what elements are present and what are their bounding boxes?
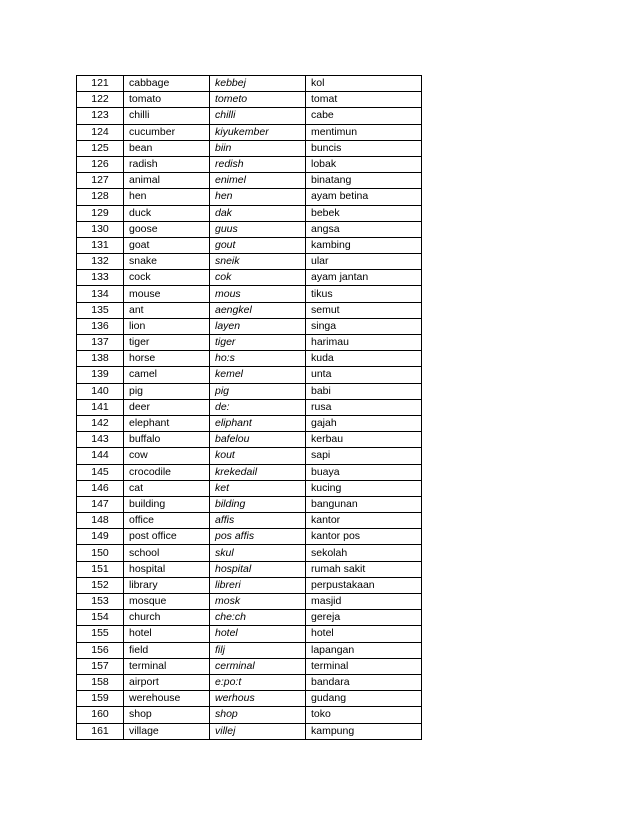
row-number-cell: 130: [77, 221, 124, 237]
pronunciation-cell: gout: [210, 237, 306, 253]
table-row: [77, 254, 422, 270]
row-number-cell: 149: [77, 529, 124, 545]
table-row: [77, 76, 422, 92]
table-row: [77, 383, 422, 399]
table-row: [77, 610, 422, 626]
row-number-cell: 132: [77, 254, 124, 270]
row-number-cell: 137: [77, 335, 124, 351]
pronunciation-cell: kebbej: [210, 76, 306, 92]
table-row: [77, 189, 422, 205]
pronunciation-cell: krekedail: [210, 464, 306, 480]
pronunciation-cell: redish: [210, 156, 306, 172]
table-row: [77, 594, 422, 610]
row-number-cell: 160: [77, 707, 124, 723]
indonesian-word-cell: kampung: [306, 723, 422, 739]
table-row: [77, 561, 422, 577]
english-word-cell: hospital: [124, 561, 210, 577]
english-word-cell: ant: [124, 302, 210, 318]
table-row: [77, 529, 422, 545]
indonesian-word-cell: singa: [306, 318, 422, 334]
english-word-cell: horse: [124, 351, 210, 367]
row-number-cell: 125: [77, 140, 124, 156]
table-row: [77, 335, 422, 351]
indonesian-word-cell: bangunan: [306, 496, 422, 512]
table-row: [77, 92, 422, 108]
english-word-cell: werehouse: [124, 691, 210, 707]
row-number-cell: 161: [77, 723, 124, 739]
indonesian-word-cell: gudang: [306, 691, 422, 707]
pronunciation-cell: kiyukember: [210, 124, 306, 140]
vocabulary-table: [76, 75, 422, 740]
pronunciation-cell: guus: [210, 221, 306, 237]
table-row: [77, 318, 422, 334]
pronunciation-cell: bilding: [210, 496, 306, 512]
pronunciation-cell: dak: [210, 205, 306, 221]
table-row: [77, 415, 422, 431]
english-word-cell: tiger: [124, 335, 210, 351]
pronunciation-cell: cerminal: [210, 658, 306, 674]
row-number-cell: 148: [77, 513, 124, 529]
table-row: [77, 432, 422, 448]
indonesian-word-cell: semut: [306, 302, 422, 318]
table-row: [77, 286, 422, 302]
indonesian-word-cell: babi: [306, 383, 422, 399]
pronunciation-cell: biin: [210, 140, 306, 156]
indonesian-word-cell: kantor pos: [306, 529, 422, 545]
english-word-cell: elephant: [124, 415, 210, 431]
table-row: [77, 642, 422, 658]
row-number-cell: 144: [77, 448, 124, 464]
pronunciation-cell: cok: [210, 270, 306, 286]
row-number-cell: 138: [77, 351, 124, 367]
pronunciation-cell: hospital: [210, 561, 306, 577]
pronunciation-cell: kout: [210, 448, 306, 464]
table-row: [77, 399, 422, 415]
indonesian-word-cell: kambing: [306, 237, 422, 253]
table-row: [77, 270, 422, 286]
indonesian-word-cell: ayam betina: [306, 189, 422, 205]
english-word-cell: chilli: [124, 108, 210, 124]
pronunciation-cell: de:: [210, 399, 306, 415]
indonesian-word-cell: tomat: [306, 92, 422, 108]
pronunciation-cell: skul: [210, 545, 306, 561]
pronunciation-cell: hotel: [210, 626, 306, 642]
english-word-cell: goose: [124, 221, 210, 237]
english-word-cell: camel: [124, 367, 210, 383]
pronunciation-cell: filj: [210, 642, 306, 658]
english-word-cell: cat: [124, 480, 210, 496]
indonesian-word-cell: gereja: [306, 610, 422, 626]
indonesian-word-cell: rusa: [306, 399, 422, 415]
row-number-cell: 121: [77, 76, 124, 92]
pronunciation-cell: libreri: [210, 577, 306, 593]
row-number-cell: 142: [77, 415, 124, 431]
row-number-cell: 136: [77, 318, 124, 334]
row-number-cell: 146: [77, 480, 124, 496]
row-number-cell: 140: [77, 383, 124, 399]
row-number-cell: 135: [77, 302, 124, 318]
pronunciation-cell: ho:s: [210, 351, 306, 367]
pronunciation-cell: chilli: [210, 108, 306, 124]
row-number-cell: 159: [77, 691, 124, 707]
english-word-cell: hotel: [124, 626, 210, 642]
row-number-cell: 150: [77, 545, 124, 561]
indonesian-word-cell: harimau: [306, 335, 422, 351]
pronunciation-cell: ket: [210, 480, 306, 496]
row-number-cell: 127: [77, 173, 124, 189]
row-number-cell: 153: [77, 594, 124, 610]
pronunciation-cell: villej: [210, 723, 306, 739]
row-number-cell: 133: [77, 270, 124, 286]
table-row: [77, 351, 422, 367]
table-row: [77, 674, 422, 690]
table-row: [77, 626, 422, 642]
indonesian-word-cell: kuda: [306, 351, 422, 367]
table-row: [77, 302, 422, 318]
pronunciation-cell: layen: [210, 318, 306, 334]
table-row: [77, 480, 422, 496]
table-row: [77, 367, 422, 383]
english-word-cell: lion: [124, 318, 210, 334]
row-number-cell: 147: [77, 496, 124, 512]
pronunciation-cell: mosk: [210, 594, 306, 610]
indonesian-word-cell: binatang: [306, 173, 422, 189]
table-row: [77, 221, 422, 237]
english-word-cell: pig: [124, 383, 210, 399]
row-number-cell: 157: [77, 658, 124, 674]
indonesian-word-cell: sapi: [306, 448, 422, 464]
table-row: [77, 691, 422, 707]
english-word-cell: office: [124, 513, 210, 529]
indonesian-word-cell: terminal: [306, 658, 422, 674]
english-word-cell: village: [124, 723, 210, 739]
table-row: [77, 237, 422, 253]
table-row: [77, 464, 422, 480]
table-row: [77, 156, 422, 172]
table-row: [77, 124, 422, 140]
indonesian-word-cell: kantor: [306, 513, 422, 529]
english-word-cell: deer: [124, 399, 210, 415]
row-number-cell: 129: [77, 205, 124, 221]
indonesian-word-cell: kucing: [306, 480, 422, 496]
english-word-cell: radish: [124, 156, 210, 172]
english-word-cell: field: [124, 642, 210, 658]
row-number-cell: 139: [77, 367, 124, 383]
pronunciation-cell: bafelou: [210, 432, 306, 448]
english-word-cell: tomato: [124, 92, 210, 108]
row-number-cell: 128: [77, 189, 124, 205]
pronunciation-cell: kemel: [210, 367, 306, 383]
indonesian-word-cell: tikus: [306, 286, 422, 302]
pronunciation-cell: enimel: [210, 173, 306, 189]
table-row: [77, 545, 422, 561]
table-row: [77, 496, 422, 512]
english-word-cell: cow: [124, 448, 210, 464]
english-word-cell: animal: [124, 173, 210, 189]
indonesian-word-cell: masjid: [306, 594, 422, 610]
indonesian-word-cell: ayam jantan: [306, 270, 422, 286]
english-word-cell: school: [124, 545, 210, 561]
english-word-cell: library: [124, 577, 210, 593]
pronunciation-cell: che:ch: [210, 610, 306, 626]
pronunciation-cell: eliphant: [210, 415, 306, 431]
pronunciation-cell: affis: [210, 513, 306, 529]
row-number-cell: 151: [77, 561, 124, 577]
indonesian-word-cell: lobak: [306, 156, 422, 172]
indonesian-word-cell: rumah sakit: [306, 561, 422, 577]
english-word-cell: duck: [124, 205, 210, 221]
indonesian-word-cell: kerbau: [306, 432, 422, 448]
indonesian-word-cell: buaya: [306, 464, 422, 480]
row-number-cell: 158: [77, 674, 124, 690]
indonesian-word-cell: mentimun: [306, 124, 422, 140]
pronunciation-cell: pig: [210, 383, 306, 399]
vocabulary-table-body: [77, 76, 422, 740]
pronunciation-cell: tiger: [210, 335, 306, 351]
table-row: [77, 140, 422, 156]
pronunciation-cell: mous: [210, 286, 306, 302]
english-word-cell: mosque: [124, 594, 210, 610]
indonesian-word-cell: sekolah: [306, 545, 422, 561]
english-word-cell: cucumber: [124, 124, 210, 140]
pronunciation-cell: werhous: [210, 691, 306, 707]
table-row: [77, 173, 422, 189]
indonesian-word-cell: ular: [306, 254, 422, 270]
english-word-cell: hen: [124, 189, 210, 205]
indonesian-word-cell: lapangan: [306, 642, 422, 658]
pronunciation-cell: tometo: [210, 92, 306, 108]
english-word-cell: post office: [124, 529, 210, 545]
english-word-cell: cabbage: [124, 76, 210, 92]
row-number-cell: 145: [77, 464, 124, 480]
indonesian-word-cell: buncis: [306, 140, 422, 156]
row-number-cell: 155: [77, 626, 124, 642]
pronunciation-cell: aengkel: [210, 302, 306, 318]
english-word-cell: goat: [124, 237, 210, 253]
indonesian-word-cell: unta: [306, 367, 422, 383]
table-row: [77, 448, 422, 464]
indonesian-word-cell: cabe: [306, 108, 422, 124]
english-word-cell: buffalo: [124, 432, 210, 448]
row-number-cell: 154: [77, 610, 124, 626]
english-word-cell: building: [124, 496, 210, 512]
row-number-cell: 126: [77, 156, 124, 172]
indonesian-word-cell: perpustakaan: [306, 577, 422, 593]
indonesian-word-cell: bebek: [306, 205, 422, 221]
indonesian-word-cell: angsa: [306, 221, 422, 237]
english-word-cell: snake: [124, 254, 210, 270]
row-number-cell: 141: [77, 399, 124, 415]
english-word-cell: shop: [124, 707, 210, 723]
row-number-cell: 156: [77, 642, 124, 658]
row-number-cell: 134: [77, 286, 124, 302]
english-word-cell: church: [124, 610, 210, 626]
pronunciation-cell: e:po:t: [210, 674, 306, 690]
indonesian-word-cell: gajah: [306, 415, 422, 431]
indonesian-word-cell: kol: [306, 76, 422, 92]
indonesian-word-cell: hotel: [306, 626, 422, 642]
row-number-cell: 123: [77, 108, 124, 124]
table-row: [77, 658, 422, 674]
row-number-cell: 131: [77, 237, 124, 253]
english-word-cell: crocodile: [124, 464, 210, 480]
pronunciation-cell: hen: [210, 189, 306, 205]
table-row: [77, 723, 422, 739]
pronunciation-cell: pos affis: [210, 529, 306, 545]
table-row: [77, 513, 422, 529]
pronunciation-cell: shop: [210, 707, 306, 723]
indonesian-word-cell: toko: [306, 707, 422, 723]
pronunciation-cell: sneik: [210, 254, 306, 270]
english-word-cell: terminal: [124, 658, 210, 674]
row-number-cell: 122: [77, 92, 124, 108]
english-word-cell: cock: [124, 270, 210, 286]
english-word-cell: mouse: [124, 286, 210, 302]
row-number-cell: 152: [77, 577, 124, 593]
english-word-cell: bean: [124, 140, 210, 156]
table-row: [77, 707, 422, 723]
table-row: [77, 108, 422, 124]
table-row: [77, 577, 422, 593]
table-row: [77, 205, 422, 221]
indonesian-word-cell: bandara: [306, 674, 422, 690]
english-word-cell: airport: [124, 674, 210, 690]
row-number-cell: 124: [77, 124, 124, 140]
row-number-cell: 143: [77, 432, 124, 448]
